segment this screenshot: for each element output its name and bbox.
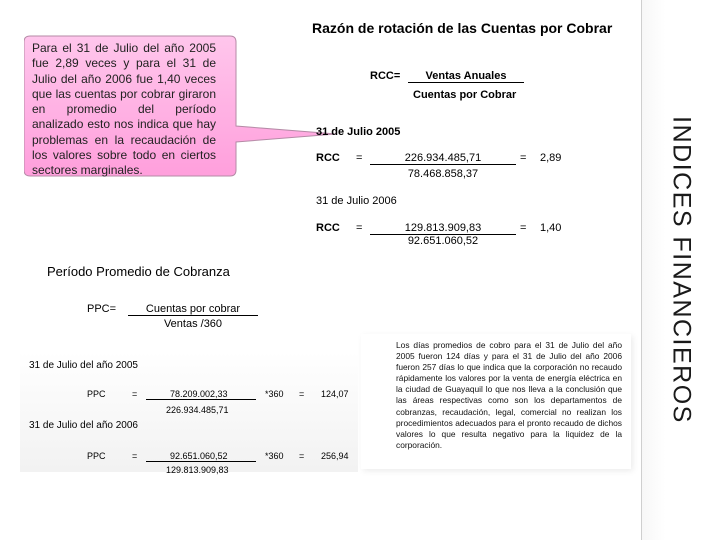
- rcc-eq-2006: =: [356, 222, 363, 234]
- ppc-result-2006: 256,94: [321, 451, 349, 461]
- ppc-eq-2005: =: [132, 389, 138, 399]
- ppc-formula-label: PPC=: [87, 303, 117, 315]
- ppc-formula-numerator: Cuentas por cobrar: [128, 303, 258, 316]
- rcc-eq2-2005: =: [520, 152, 527, 164]
- ppc-section-title: Período Promedio de Cobranza: [47, 264, 230, 279]
- rcc-result-2005: 2,89: [540, 152, 562, 164]
- rcc-label-2006: RCC: [316, 222, 340, 234]
- rcc-label-2005: RCC: [316, 152, 340, 164]
- rcc-numerator-2005: 226.934.485,71: [370, 152, 516, 165]
- side-title: INDICES FINANCIEROS: [667, 116, 696, 424]
- rcc-denominator-2005: 78.468.858,37: [407, 168, 479, 180]
- rcc-eq2-2006: =: [520, 222, 527, 234]
- conclusion-text: Los días promedios de cobro para el 31 de Julio del año 2005 fueron 124 días y para el 31 de Julio del año 2006 fueron 257 días lo que indica que la corporación no recaudo rápidamente los valores por la venta de energía eléctrica en la ciudad de Guayaquil lo que nos lleva a la conclusión que las áreas respectivas como son los departamentos de cobranzas, recaudación, legal, comercial no realizan los procedimientos adecuados para el pronto recaudo de dichos valores lo que resulta negativo para la liquidez de la corporación.: [396, 340, 622, 450]
- page-title: Razón de rotación de las Cuentas por Cobrar: [312, 20, 613, 36]
- ppc-label-2006: PPC: [87, 451, 106, 461]
- rcc-denominator-2006: 92.651.060,52: [407, 235, 479, 247]
- ppc-eq-2006: =: [132, 451, 138, 461]
- ppc-heading-2006: 31 de Julio del año 2006: [29, 420, 138, 431]
- ppc-denominator-2005: 226.934.485,71: [166, 405, 229, 415]
- rcc-eq-2005: =: [356, 152, 363, 164]
- ppc-multiplier-2005: *360: [265, 389, 284, 399]
- ppc-numerator-2006: 92.651.060,52: [146, 451, 256, 462]
- ppc-denominator-2006: 129.813.909,83: [166, 465, 229, 475]
- ppc-eq2-2006: =: [299, 451, 305, 461]
- ppc-formula-denominator: Ventas /360: [163, 318, 223, 330]
- rcc-numerator-2006: 129.813.909,83: [370, 222, 516, 235]
- ppc-numerator-2005: 78.209.002,33: [146, 389, 256, 400]
- callout-text: Para el 31 de Julio del año 2005 fue 2,89 veces y para el 31 de Julio del año 2006 fue 1,40 veces que las cuentas por cobrar giraron en promedio del período analizado esto nos indica que hay problemas en la recaudación de los valores sobre todo en ciertos sectores marginales.: [32, 41, 216, 178]
- ppc-multiplier-2006: *360: [265, 451, 284, 461]
- rcc-result-2006: 1,40: [540, 222, 562, 234]
- ppc-result-2005: 124,07: [321, 389, 349, 399]
- rcc-formula-label: RCC=: [370, 70, 401, 82]
- ppc-eq2-2005: =: [299, 389, 305, 399]
- ppc-label-2005: PPC: [87, 389, 106, 399]
- rcc-formula-denominator: Cuentas por Cobrar: [413, 89, 517, 101]
- rcc-heading-2006: 31 de Julio 2006: [316, 195, 397, 207]
- ppc-heading-2005: 31 de Julio del año 2005: [29, 360, 138, 371]
- rcc-formula-numerator: Ventas Anuales: [408, 70, 524, 83]
- rcc-heading-2005: 31 de Julio 2005: [316, 126, 401, 138]
